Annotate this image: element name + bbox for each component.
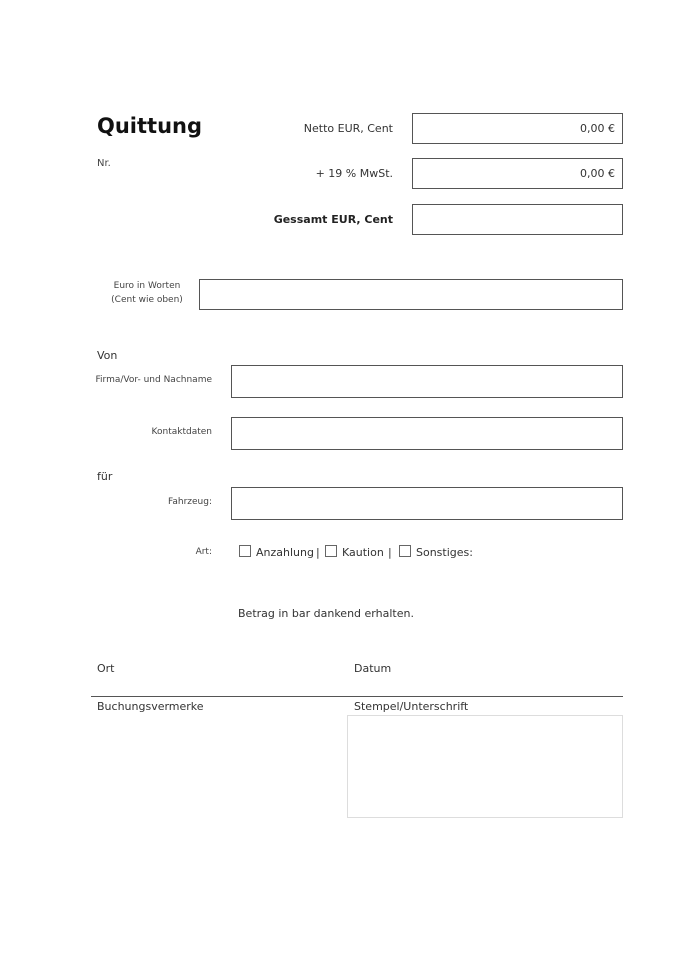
stempel-label: Stempel/Unterschrift (354, 700, 469, 713)
kaution-label: Kaution (342, 546, 384, 559)
buchungsvermerke-label: Buchungsvermerke (97, 700, 204, 713)
anzahlung-checkbox[interactable] (239, 545, 251, 557)
datum-label: Datum (354, 662, 392, 675)
ort-label: Ort (97, 662, 115, 675)
name-label: Firma/Vor- und Nachname (95, 375, 212, 385)
netto-amount-field[interactable]: 0,00 € (412, 113, 623, 144)
confirmation-text: Betrag in bar dankend erhalten. (238, 607, 414, 620)
words-label-line2: (Cent wie oben) (111, 295, 183, 305)
contact-field[interactable] (231, 417, 623, 450)
mwst-label: + 19 % MwSt. (315, 167, 393, 180)
nr-label: Nr. (97, 158, 111, 169)
sonstiges-label: Sonstiges: (416, 546, 473, 559)
art-label: Art: (195, 547, 212, 557)
gesamt-label: Gessamt EUR, Cent (273, 213, 393, 226)
fuer-heading: für (97, 470, 113, 483)
anzahlung-label: Anzahlung (256, 546, 314, 559)
vehicle-label: Fahrzeug: (168, 497, 212, 507)
sonstiges-checkbox[interactable] (399, 545, 411, 557)
von-heading: Von (97, 349, 118, 362)
art-separator: | (316, 546, 320, 559)
mwst-amount-field[interactable]: 0,00 € (412, 158, 623, 189)
receipt-title: Quittung (97, 114, 203, 138)
name-field[interactable] (231, 365, 623, 398)
netto-label: Netto EUR, Cent (303, 122, 393, 135)
signature-stamp-area[interactable] (347, 715, 623, 818)
vehicle-field[interactable] (231, 487, 623, 520)
gesamt-amount-field[interactable] (412, 204, 623, 235)
kaution-checkbox[interactable] (325, 545, 337, 557)
contact-label: Kontaktdaten (151, 427, 212, 437)
words-label-line1: Euro in Worten (113, 281, 181, 291)
amount-in-words-field[interactable] (199, 279, 623, 310)
art-separator: | (388, 546, 392, 559)
footer-divider (91, 696, 623, 697)
